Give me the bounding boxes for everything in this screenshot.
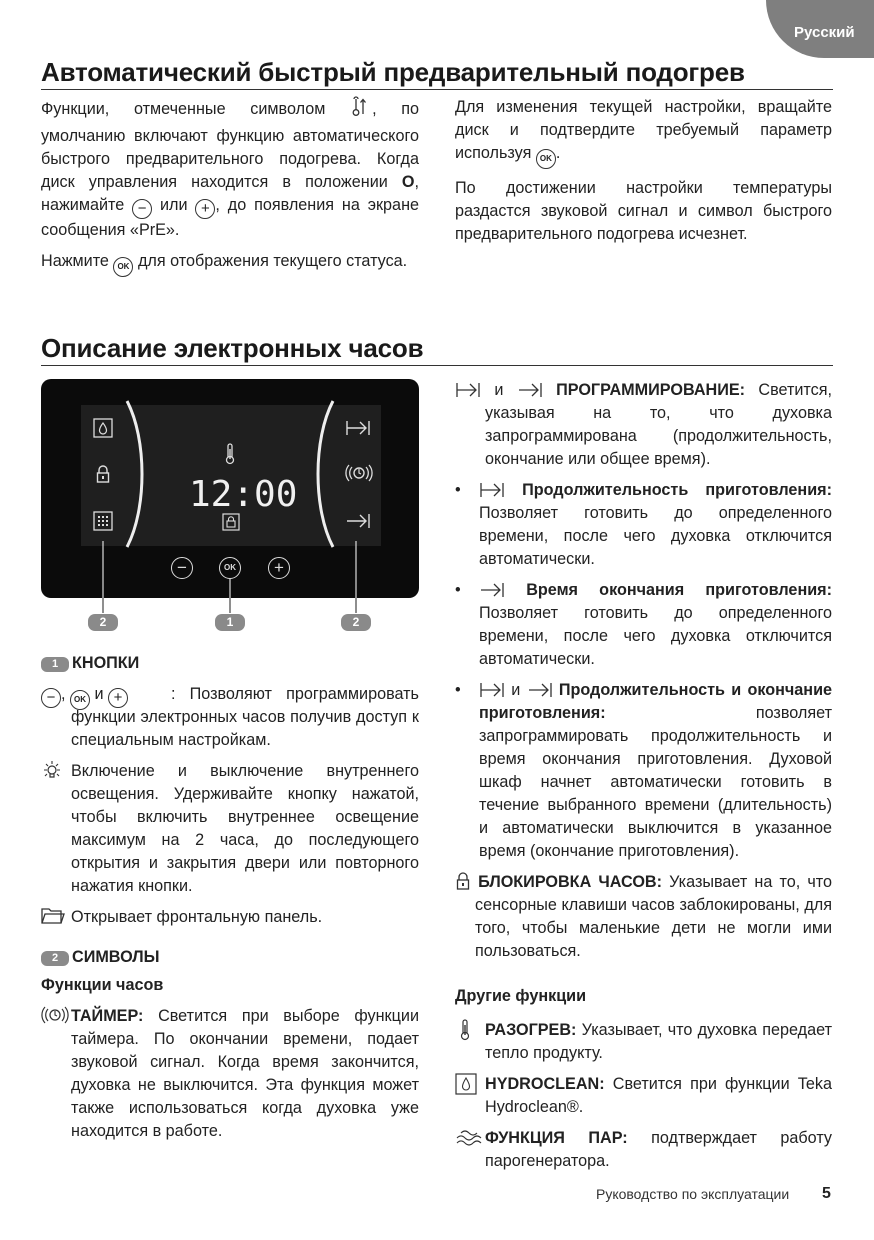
language-tab: Русский — [766, 0, 874, 58]
callout-1: 1 — [215, 614, 245, 631]
minus-icon: − — [132, 199, 152, 219]
ok-icon: OK — [113, 257, 133, 277]
footer-text: Руководство по эксплуатации — [596, 1186, 790, 1202]
rapid-preheat-icon — [350, 96, 372, 125]
other-functions-heading: Другие функции — [455, 987, 587, 1005]
page-number: 5 — [822, 1185, 831, 1202]
clock-control-panel — [41, 379, 419, 598]
duration-description: • Продолжительность приготовления: Позволяет готовить до определенного времени, после чего духовка отключится автоматически. — [455, 479, 832, 571]
minus-icon: − — [41, 688, 61, 708]
plus-icon: + — [195, 199, 215, 219]
heating-description: РАЗОГРЕВ: Указывает, что духовка передает тепло продукту. — [455, 1019, 832, 1065]
preheat-paragraph-4: По достижении настройки температуры раздастся звуковой сигнал и символ быстрого предварительного подогрева исчезнет. — [455, 179, 832, 243]
panel-plus-button[interactable]: + — [268, 557, 290, 579]
buttons-heading: 1 КНОПКИ — [41, 652, 419, 675]
hydroclean-icon — [455, 1073, 477, 1095]
timer-description: ТАЙМЕР: Светится при выборе функции таймера. По окончании времени, подает звуковой сигнал. Когда время закончится, духовка не выключится. Эта функция может также использоваться когда духовка уже находится в работе. — [41, 1005, 419, 1143]
preheat-paragraph-2: Нажмите OK для отображения текущего статуса. — [41, 250, 419, 277]
callout-2-right: 2 — [341, 614, 371, 631]
light-bulb-icon — [41, 760, 63, 782]
symbols-badge: 2 — [41, 951, 69, 966]
clock-right-column — [455, 379, 832, 1173]
preheat-paragraph-3: Для изменения текущей настройки, вращайте диск и подтвердите требуемый параметр используя OK . — [455, 96, 832, 169]
hydroclean-description: HYDROCLEAN: Светится при функции Teka Hydroclean®. — [455, 1073, 832, 1119]
clock-left-column — [41, 652, 419, 1143]
clock-time-readout: 12:00 — [189, 474, 298, 515]
plus-icon: + — [108, 688, 128, 708]
preheat-right-column — [455, 96, 832, 246]
duration-icon — [479, 481, 505, 499]
steam-icon — [455, 1127, 483, 1147]
buttons-badge: 1 — [41, 657, 69, 672]
section-title-preheat: Автоматический быстрый предварительный подогрев — [41, 56, 833, 90]
panel-open-description: Открывает фронтальную панель. — [41, 906, 419, 929]
ok-icon: OK — [70, 690, 90, 710]
clock-lock-description: БЛОКИРОВКА ЧАСОВ: Указывает на то, что сенсорные клавиши часов заблокированы, для того, чтобы маленькие дети не могли ими пользоваться. — [455, 871, 832, 963]
preheat-paragraph-1: Функции, отмеченные символом , по умолчанию включают функцию автоматического быстрого предварительного подогрева. Когда диск управления находится в положении O, нажимайте − или + , до появления на экране сообщения «PrE». — [41, 96, 419, 242]
end-time-description: • Время окончания приготовления: Позволяет готовить до определенного времени, после чего духовка отключится автоматически. — [455, 579, 832, 671]
end-time-icon — [479, 581, 505, 599]
programming-description: и ПРОГРАММИРОВАНИЕ: Светится, указывая на то, что духовка запрограммирована (продолжительность, окончание или общее время). — [455, 379, 832, 471]
section-title-clock: Описание электронных часов — [41, 332, 833, 366]
panel-ok-button[interactable]: OK — [219, 557, 241, 579]
light-description: Включение и выключение внутреннего освещения. Удерживайте кнопку нажатой, чтобы включить внутреннее освещение максимум на 2 часа, до последующего открытия и закрытия двери или повторного нажатия кнопки. — [41, 760, 419, 898]
buttons-description: − , OK и + : Позволяют программировать функции электронных часов получив доступ к специальным настройкам. — [41, 683, 419, 752]
end-time-icon — [517, 381, 543, 399]
thermometer-icon — [459, 1019, 471, 1041]
timer-bell-icon — [41, 1005, 69, 1025]
panel-minus-button[interactable]: − — [171, 557, 193, 579]
folder-panel-icon — [41, 906, 65, 926]
duration-icon — [455, 381, 481, 399]
lock-icon — [455, 871, 471, 891]
end-time-icon — [527, 681, 553, 699]
preheat-left-column — [41, 96, 419, 277]
symbols-heading: 2 СИМВОЛЫ — [41, 946, 419, 969]
knob-zero-position: O — [401, 173, 415, 191]
ok-icon: OK — [536, 149, 556, 169]
steam-description: ФУНКЦИЯ ПАР: подтверждает работу парогенератора. — [455, 1127, 832, 1173]
callout-2-left: 2 — [88, 614, 118, 631]
duration-and-end-description: • и Продолжительность и окончание приготовления: позволяет запрограммировать продолжительность и время окончания приготовления. Духовой шкаф начнет автоматически готовить в течение выбранного времени (длительность) и автоматически выключится в указанное время (окончание приготовления). — [455, 679, 832, 863]
duration-icon — [479, 681, 505, 699]
clock-functions-heading: Функции часов — [41, 976, 164, 994]
